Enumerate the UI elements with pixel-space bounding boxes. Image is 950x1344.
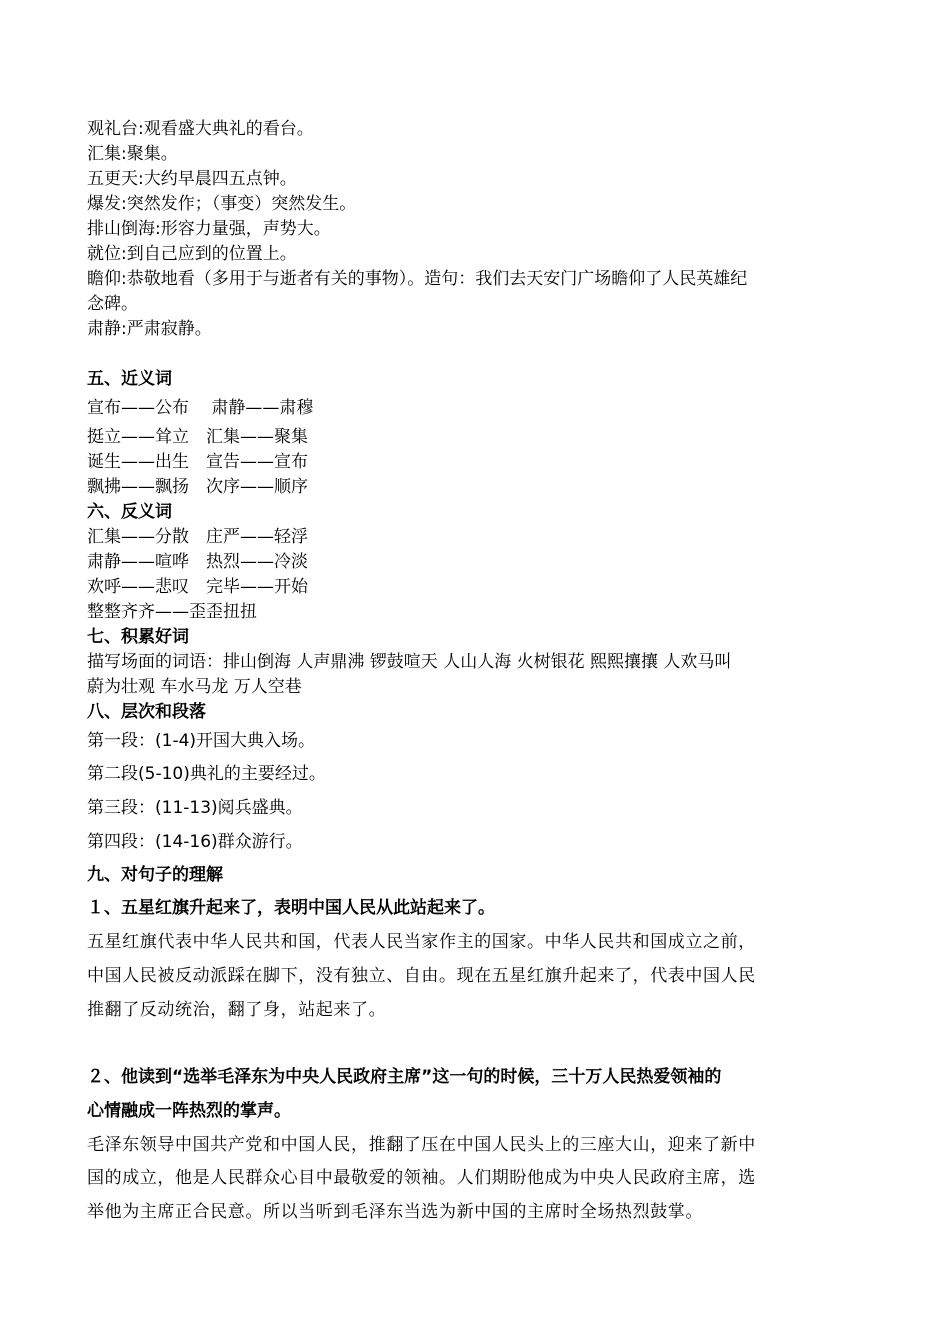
definition-line: 念碑。: [87, 294, 138, 314]
definition-line: 肃静:严肃寂静。: [87, 319, 212, 339]
definition-line: 排山倒海:形容力量强，声势大。: [87, 219, 331, 239]
good-words-line: 蔚为壮观 车水马龙 万人空巷: [87, 677, 302, 697]
answer-line: 推翻了反动统治，翻了身，站起来了。: [87, 1000, 387, 1020]
synonym-row: 诞生——出生 宣告——宣布: [87, 452, 308, 472]
antonym-row: 汇集——分散 庄严——轻浮: [87, 527, 308, 547]
paragraph-summary: 第三段：(11-13)阅兵盛典。: [87, 798, 303, 818]
antonym-row: 肃静——喧哗 热烈——冷淡: [87, 552, 308, 572]
answer-line: 五星红旗代表中华人民共和国，代表人民当家作主的国家。中华人民共和国成立之前，: [87, 932, 756, 952]
definition-line: 五更天:大约早晨四五点钟。: [87, 169, 297, 189]
paragraph-summary: 第一段：(1-4)开国大典入场。: [87, 731, 316, 751]
answer-line: 国的成立，他是人民群众心目中最敬爱的领袖。人们期盼他成为中央人民政府主席，选: [87, 1168, 756, 1188]
good-words-line: 描写场面的词语：排山倒海 人声鼎沸 锣鼓喧天 人山人海 火树银花 熙熙攘攘 人欢马叫: [87, 652, 732, 672]
paragraph-summary: 第二段(5-10)典礼的主要经过。: [87, 764, 326, 784]
answer-line: 举他为主席正合民意。所以当听到毛泽东当选为新中国的主席时全场热烈鼓掌。: [87, 1202, 703, 1222]
paragraph-summary: 第四段：(14-16)群众游行。: [87, 832, 303, 852]
question-title: １、五星红旗升起来了，表明中国人民从此站起来了。: [87, 898, 495, 918]
answer-line: 毛泽东领导中国共产党和中国人民，推翻了压在中国人民头上的三座大山，迎来了新中: [87, 1135, 756, 1155]
section-heading-understanding: 九、对句子的理解: [87, 865, 223, 885]
answer-line: 中国人民被反动派踩在脚下，没有独立、自由。现在五星红旗升起来了，代表中国人民: [87, 966, 756, 986]
definition-line: 瞻仰:恭敬地看（多用于与逝者有关的事物）。造句：我们去天安门广场瞻仰了人民英雄纪: [87, 269, 748, 289]
definition-line: 观礼台:观看盛大典礼的看台。: [87, 119, 314, 139]
synonym-row: 宣布——公布 肃静——肃穆: [87, 398, 314, 418]
section-heading-structure: 八、层次和段落: [87, 702, 206, 722]
section-heading-good-words: 七、积累好词: [87, 627, 189, 647]
question-title: ２、他读到“选举毛泽东为中央人民政府主席”这一句的时候，三十万人民热爱领袖的: [87, 1067, 722, 1087]
definition-line: 就位:到自己应到的位置上。: [87, 244, 297, 264]
definition-line: 汇集:聚集。: [87, 144, 178, 164]
question-title: 心情融成一阵热烈的掌声。: [87, 1101, 291, 1121]
section-heading-synonyms: 五、近义词: [87, 369, 172, 389]
section-heading-antonyms: 六、反义词: [87, 502, 172, 522]
antonym-row: 欢呼——悲叹 完毕——开始: [87, 577, 308, 597]
definition-line: 爆发:突然发作；（事变）突然发生。: [87, 194, 357, 214]
synonym-row: 挺立——耸立 汇集——聚集: [87, 427, 308, 447]
antonym-row: 整整齐齐——歪歪扭扭: [87, 602, 257, 622]
synonym-row: 飘拂——飘扬 次序——顺序: [87, 477, 308, 497]
